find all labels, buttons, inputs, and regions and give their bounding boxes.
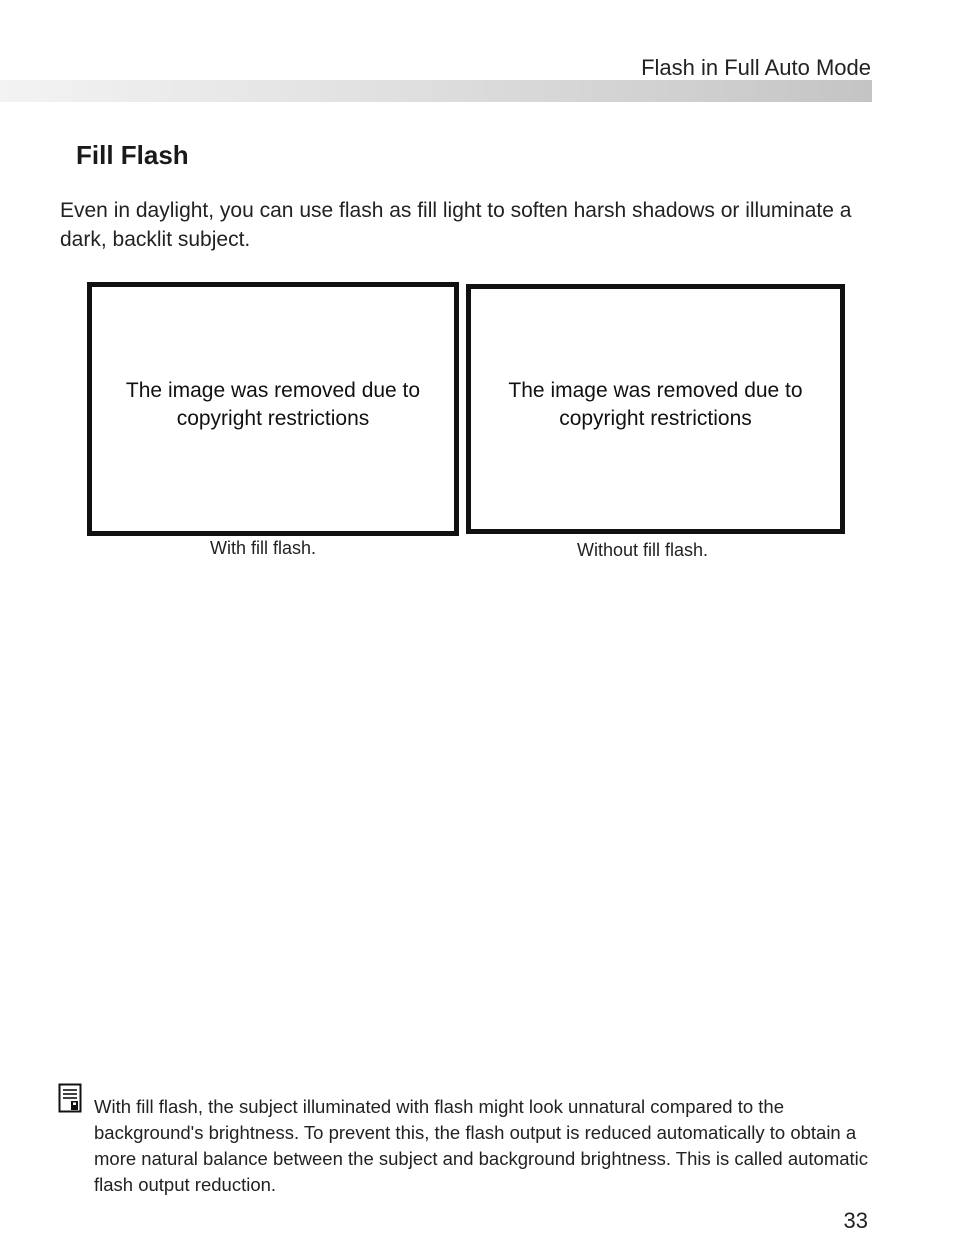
note-text: With fill flash, the subject illuminated with flash might look unnatural compared to the background's brightness. To prevent this, the flash output is reduced automatically to obtain a more natural balance between the subject and background brightness. This is called automatic flash output reduction. xyxy=(94,1096,869,1195)
caption-without-fill-flash: Without fill flash. xyxy=(577,540,709,560)
image-removed-notice: The image was removed due to copyright restrictions xyxy=(508,379,803,430)
image-removed-notice: The image was removed due to copyright restrictions xyxy=(125,379,421,430)
header-section-title: Flash in Full Auto Mode xyxy=(641,55,871,80)
figure-without-fill-flash xyxy=(466,284,845,534)
figure-with-fill-flash xyxy=(87,282,459,536)
header-bar xyxy=(0,80,872,102)
memo-icon xyxy=(58,1083,82,1113)
intro-paragraph: Even in daylight, you can use flash as fill light to soften harsh shadows or illuminate a dark, backlit subject. xyxy=(60,199,852,251)
page-title: Fill Flash xyxy=(76,140,189,170)
page-number: 33 xyxy=(843,1208,868,1233)
caption-with-fill-flash: With fill flash. xyxy=(210,538,317,558)
